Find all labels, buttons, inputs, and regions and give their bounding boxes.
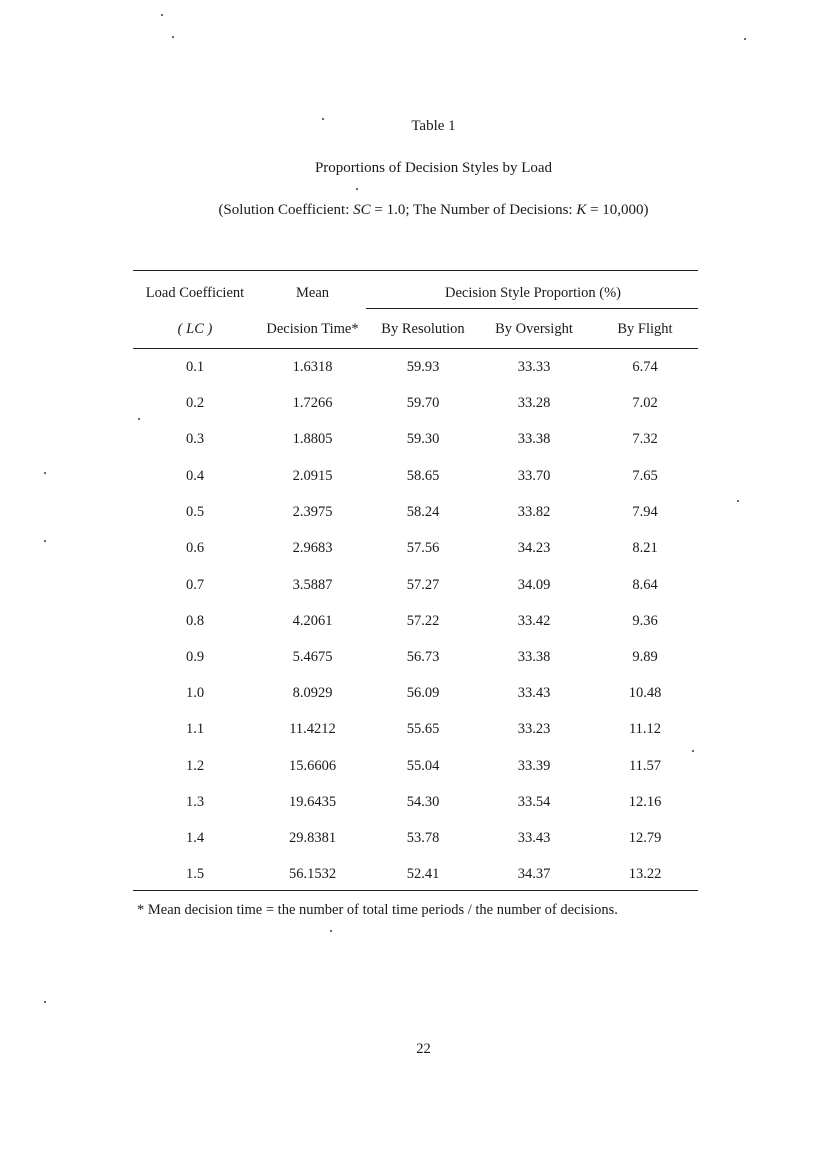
group-header-rule <box>366 308 698 309</box>
table-title: Proportions of Decision Styles by Load <box>314 160 553 176</box>
cell-oversight: 33.42 <box>517 613 551 629</box>
cell-flight: 9.89 <box>632 649 658 665</box>
scan-speck <box>138 418 140 420</box>
cell-oversight: 34.09 <box>517 577 551 593</box>
header-decision-time: Decision Time* <box>266 321 359 337</box>
cell-resolution: 55.04 <box>406 758 440 774</box>
table-bottom-rule <box>133 890 698 891</box>
cell-flight: 10.48 <box>628 685 662 701</box>
scan-speck <box>161 14 163 16</box>
table-row <box>0 613 827 633</box>
header-decision-style-group: Decision Style Proportion (%) <box>445 285 621 301</box>
header-bottom-rule <box>133 348 698 349</box>
cell-resolution: 56.73 <box>406 649 440 665</box>
table-row <box>0 830 827 850</box>
table-row <box>0 866 827 886</box>
table-top-rule <box>133 270 698 271</box>
cell-mean: 29.8381 <box>288 830 337 846</box>
table-row <box>0 649 827 669</box>
table-row <box>0 359 827 379</box>
cell-flight: 8.64 <box>632 577 658 593</box>
table-row <box>0 577 827 597</box>
cell-lc: 0.9 <box>185 649 205 665</box>
cell-oversight: 34.37 <box>517 866 551 882</box>
cell-mean: 1.7266 <box>292 395 333 411</box>
cell-flight: 13.22 <box>628 866 662 882</box>
table-label: Table 1 <box>411 118 456 134</box>
cell-flight: 7.65 <box>632 468 658 484</box>
subtitle-prefix: (Solution Coefficient: <box>218 202 354 218</box>
cell-resolution: 57.27 <box>406 577 440 593</box>
cell-resolution: 58.24 <box>406 504 440 520</box>
scan-speck <box>172 36 174 38</box>
header-by-resolution: By Resolution <box>381 321 465 337</box>
cell-mean: 56.1532 <box>288 866 337 882</box>
scan-speck <box>356 188 358 190</box>
table-row <box>0 504 827 524</box>
cell-mean: 11.4212 <box>289 721 336 737</box>
cell-flight: 12.16 <box>628 794 662 810</box>
table-row <box>0 794 827 814</box>
cell-resolution: 54.30 <box>406 794 440 810</box>
cell-lc: 1.2 <box>185 758 205 774</box>
cell-flight: 7.32 <box>632 431 658 447</box>
table-row <box>0 395 827 415</box>
cell-oversight: 33.70 <box>517 468 551 484</box>
cell-oversight: 33.54 <box>517 794 551 810</box>
cell-lc: 0.6 <box>185 540 205 556</box>
cell-lc: 1.0 <box>185 685 205 701</box>
page-number: 22 <box>416 1041 431 1057</box>
cell-lc: 1.4 <box>185 830 205 846</box>
cell-lc: 0.8 <box>185 613 205 629</box>
cell-resolution: 52.41 <box>406 866 440 882</box>
cell-flight: 6.74 <box>632 359 658 375</box>
cell-mean: 15.6606 <box>288 758 337 774</box>
table-row <box>0 758 827 778</box>
table-footnote: * Mean decision time = the number of total time periods / the number of decisions. <box>137 902 618 918</box>
header-mean: Mean <box>295 285 329 301</box>
cell-oversight: 33.82 <box>517 504 551 520</box>
cell-flight: 11.12 <box>628 721 662 737</box>
header-lc-symbol: ( LC ) <box>177 321 213 337</box>
cell-oversight: 33.23 <box>517 721 551 737</box>
header-by-oversight: By Oversight <box>495 321 573 337</box>
cell-mean: 2.0915 <box>292 468 333 484</box>
cell-flight: 8.21 <box>632 540 658 556</box>
scan-speck <box>44 540 46 542</box>
header-by-flight: By Flight <box>617 321 673 337</box>
cell-oversight: 34.23 <box>517 540 551 556</box>
cell-lc: 1.5 <box>185 866 205 882</box>
cell-resolution: 59.93 <box>406 359 440 375</box>
cell-mean: 8.0929 <box>292 685 333 701</box>
subtitle-k-symbol: K <box>576 202 587 218</box>
cell-resolution: 57.56 <box>406 540 440 556</box>
cell-oversight: 33.43 <box>517 830 551 846</box>
table-row <box>0 685 827 705</box>
cell-lc: 0.1 <box>185 359 205 375</box>
cell-oversight: 33.38 <box>517 431 551 447</box>
cell-mean: 3.5887 <box>292 577 333 593</box>
subtitle-k-value: = 10,000) <box>586 202 649 218</box>
table-subtitle <box>20 202 827 219</box>
scan-speck <box>330 930 332 932</box>
cell-resolution: 56.09 <box>406 685 440 701</box>
cell-lc: 0.3 <box>185 431 205 447</box>
cell-mean: 2.3975 <box>292 504 333 520</box>
cell-oversight: 33.43 <box>517 685 551 701</box>
table-row <box>0 540 827 560</box>
cell-lc: 0.7 <box>185 577 205 593</box>
table-row <box>0 721 827 741</box>
cell-oversight: 33.38 <box>517 649 551 665</box>
cell-resolution: 53.78 <box>406 830 440 846</box>
cell-flight: 11.57 <box>628 758 662 774</box>
scan-speck <box>744 38 746 40</box>
cell-oversight: 33.33 <box>517 359 551 375</box>
cell-lc: 0.4 <box>185 468 205 484</box>
scan-speck <box>44 1001 46 1003</box>
scan-speck <box>44 472 46 474</box>
cell-resolution: 55.65 <box>406 721 440 737</box>
cell-mean: 1.6318 <box>292 359 333 375</box>
subtitle-sc-value: = 1.0; The Number of Decisions: <box>370 202 577 218</box>
cell-oversight: 33.28 <box>517 395 551 411</box>
cell-flight: 7.94 <box>632 504 658 520</box>
cell-lc: 1.3 <box>185 794 205 810</box>
scan-speck <box>692 750 694 752</box>
cell-lc: 1.1 <box>185 721 205 737</box>
scan-speck <box>737 500 739 502</box>
table-row <box>0 431 827 451</box>
cell-resolution: 59.70 <box>406 395 440 411</box>
cell-lc: 0.5 <box>185 504 205 520</box>
table-row <box>0 468 827 488</box>
cell-flight: 12.79 <box>628 830 662 846</box>
cell-resolution: 57.22 <box>406 613 440 629</box>
cell-mean: 2.9683 <box>292 540 333 556</box>
cell-oversight: 33.39 <box>517 758 551 774</box>
header-load-coefficient: Load Coefficient <box>145 285 245 301</box>
cell-flight: 7.02 <box>632 395 658 411</box>
subtitle-sc-symbol: SC <box>353 202 371 218</box>
cell-mean: 4.2061 <box>292 613 333 629</box>
cell-mean: 5.4675 <box>292 649 333 665</box>
cell-resolution: 59.30 <box>406 431 440 447</box>
cell-flight: 9.36 <box>632 613 658 629</box>
cell-mean: 19.6435 <box>288 794 337 810</box>
cell-resolution: 58.65 <box>406 468 440 484</box>
scan-speck <box>322 118 324 120</box>
cell-mean: 1.8805 <box>292 431 333 447</box>
cell-lc: 0.2 <box>185 395 205 411</box>
